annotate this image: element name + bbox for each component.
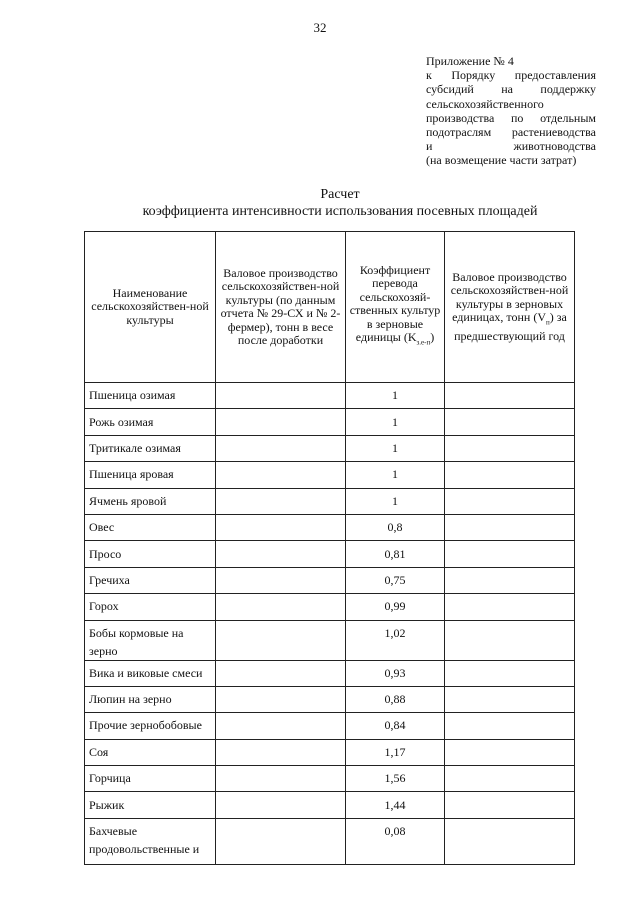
grain-units-cell[interactable] xyxy=(445,514,575,540)
gross-production-cell[interactable] xyxy=(216,462,346,488)
crop-name-cell: Пшеница яровая xyxy=(85,462,216,488)
appendix-line: производства по отдельным xyxy=(426,110,596,125)
coefficient-cell: 1 xyxy=(346,383,445,409)
coefficient-cell: 1 xyxy=(346,409,445,435)
coefficient-cell: 1 xyxy=(346,488,445,514)
appendix-line: и животноводства xyxy=(426,139,596,154)
gross-production-cell[interactable] xyxy=(216,594,346,620)
gross-production-cell[interactable] xyxy=(216,660,346,686)
coefficient-cell: 0,99 xyxy=(346,594,445,620)
gross-production-cell[interactable] xyxy=(216,514,346,540)
crop-name-cell: Горох xyxy=(85,594,216,620)
appendix-line: (на возмещение части затрат) xyxy=(426,153,577,168)
gross-production-cell[interactable] xyxy=(216,383,346,409)
grain-units-cell[interactable] xyxy=(445,739,575,765)
grain-units-cell[interactable] xyxy=(445,462,575,488)
gross-production-cell[interactable] xyxy=(216,766,346,792)
grain-units-cell[interactable] xyxy=(445,488,575,514)
header-grain-units-production xyxy=(445,232,575,383)
table-row xyxy=(85,739,575,765)
crop-name-cell: Ячмень яровой xyxy=(85,488,216,514)
table-row xyxy=(85,686,575,712)
crop-name-cell: Вика и виковые смеси xyxy=(85,660,216,686)
crop-name-cell: Бобы кормовые на зерно xyxy=(85,620,216,660)
table-row xyxy=(85,620,575,660)
crop-name-cell: Соя xyxy=(85,739,216,765)
coefficient-cell: 0,84 xyxy=(346,713,445,739)
grain-units-cell[interactable] xyxy=(445,567,575,593)
crop-name-cell: Гречиха xyxy=(85,567,216,593)
gross-production-cell[interactable] xyxy=(216,435,346,461)
grain-units-cell[interactable] xyxy=(445,713,575,739)
gross-production-cell[interactable] xyxy=(216,541,346,567)
coefficient-cell: 0,75 xyxy=(346,567,445,593)
table-row xyxy=(85,383,575,409)
coefficient-cell: 0,8 xyxy=(346,514,445,540)
appendix-block xyxy=(426,54,596,168)
table-row xyxy=(85,435,575,461)
table-row xyxy=(85,660,575,686)
coefficient-cell: 0,81 xyxy=(346,541,445,567)
table-row xyxy=(85,594,575,620)
coefficient-cell: 1 xyxy=(346,435,445,461)
table-row xyxy=(85,713,575,739)
page-number: 32 xyxy=(313,20,327,35)
gross-production-cell[interactable] xyxy=(216,409,346,435)
gross-production-cell[interactable] xyxy=(216,792,346,818)
gross-production-cell[interactable] xyxy=(216,620,346,660)
header-coef-text: Коэффициент перевода сельскохозяй-ственных культур в зерновые единицы (K xyxy=(349,262,441,345)
table-row xyxy=(85,462,575,488)
grain-units-cell[interactable] xyxy=(445,620,575,660)
coefficient-cell: 0,08 xyxy=(346,818,445,864)
grain-units-cell[interactable] xyxy=(445,660,575,686)
crop-name-cell: Бахчевые продовольственные и xyxy=(85,818,216,864)
document-title xyxy=(0,186,640,220)
gross-production-cell[interactable] xyxy=(216,686,346,712)
appendix-line: к Порядку предоставления xyxy=(426,68,596,83)
table-header-row xyxy=(85,232,575,383)
crop-name-cell: Рыжик xyxy=(85,792,216,818)
grain-units-cell[interactable] xyxy=(445,541,575,567)
grain-units-cell[interactable] xyxy=(445,435,575,461)
table-row xyxy=(85,766,575,792)
coefficient-cell: 1,02 xyxy=(346,620,445,660)
coefficient-cell: 1,17 xyxy=(346,739,445,765)
crop-name-cell: Тритикале озимая xyxy=(85,435,216,461)
gross-production-cell[interactable] xyxy=(216,713,346,739)
title-line-1: Расчет xyxy=(320,187,360,202)
grain-units-cell[interactable] xyxy=(445,383,575,409)
table-row xyxy=(85,792,575,818)
grain-units-cell[interactable] xyxy=(445,686,575,712)
appendix-line: субсидий на поддержку xyxy=(426,82,596,97)
appendix-line: Приложение № 4 xyxy=(426,54,514,68)
coefficient-cell: 0,88 xyxy=(346,686,445,712)
table-row xyxy=(85,488,575,514)
gross-production-cell[interactable] xyxy=(216,488,346,514)
crop-name-cell: Рожь озимая xyxy=(85,409,216,435)
crop-name-cell: Прочие зернобобовые xyxy=(85,713,216,739)
header-grain-sub: п xyxy=(546,318,550,327)
crop-name-cell: Пшеница озимая xyxy=(85,383,216,409)
header-crop-name: Наименование сельскохозяйствен-ной культуры xyxy=(85,232,216,383)
header-conversion-coefficient xyxy=(346,232,445,383)
grain-units-cell[interactable] xyxy=(445,409,575,435)
crop-name-cell: Просо xyxy=(85,541,216,567)
grain-units-cell[interactable] xyxy=(445,594,575,620)
coefficient-cell: 1,44 xyxy=(346,792,445,818)
title-line-2: коэффициента интенсивности использования посевных площадей xyxy=(142,204,538,219)
grain-units-cell[interactable] xyxy=(445,766,575,792)
gross-production-cell[interactable] xyxy=(216,567,346,593)
table-row xyxy=(85,409,575,435)
crop-name-cell: Люпин на зерно xyxy=(85,686,216,712)
appendix-line: сельскохозяйственного xyxy=(426,96,544,111)
crop-name-cell: Горчица xyxy=(85,766,216,792)
crop-name-cell: Овес xyxy=(85,514,216,540)
calculation-table xyxy=(84,231,575,865)
coefficient-cell: 1 xyxy=(346,462,445,488)
header-grain-end: ) за предшествующий год xyxy=(454,310,567,343)
header-gross-production: Валовое производство сельскохозяйствен-ной культуры (по данным отчета № 29-СХ и № 2-фермер), тонн в весе после доработки xyxy=(216,232,346,383)
gross-production-cell[interactable] xyxy=(216,818,346,864)
gross-production-cell[interactable] xyxy=(216,739,346,765)
table-row xyxy=(85,818,575,864)
header-coef-sub: з.е-п xyxy=(416,338,431,347)
table-row xyxy=(85,541,575,567)
grain-units-cell[interactable] xyxy=(445,818,575,864)
table-row xyxy=(85,514,575,540)
grain-units-cell[interactable] xyxy=(445,792,575,818)
table-row xyxy=(85,567,575,593)
appendix-line: подотраслям растениеводства xyxy=(426,125,596,140)
header-grain-text: Валовое производство сельскохозяйствен-ной культуры в зерновых единицах, тонн (V xyxy=(450,269,569,325)
header-coef-end: ) xyxy=(430,330,435,345)
coefficient-cell: 0,93 xyxy=(346,660,445,686)
coefficient-cell: 1,56 xyxy=(346,766,445,792)
